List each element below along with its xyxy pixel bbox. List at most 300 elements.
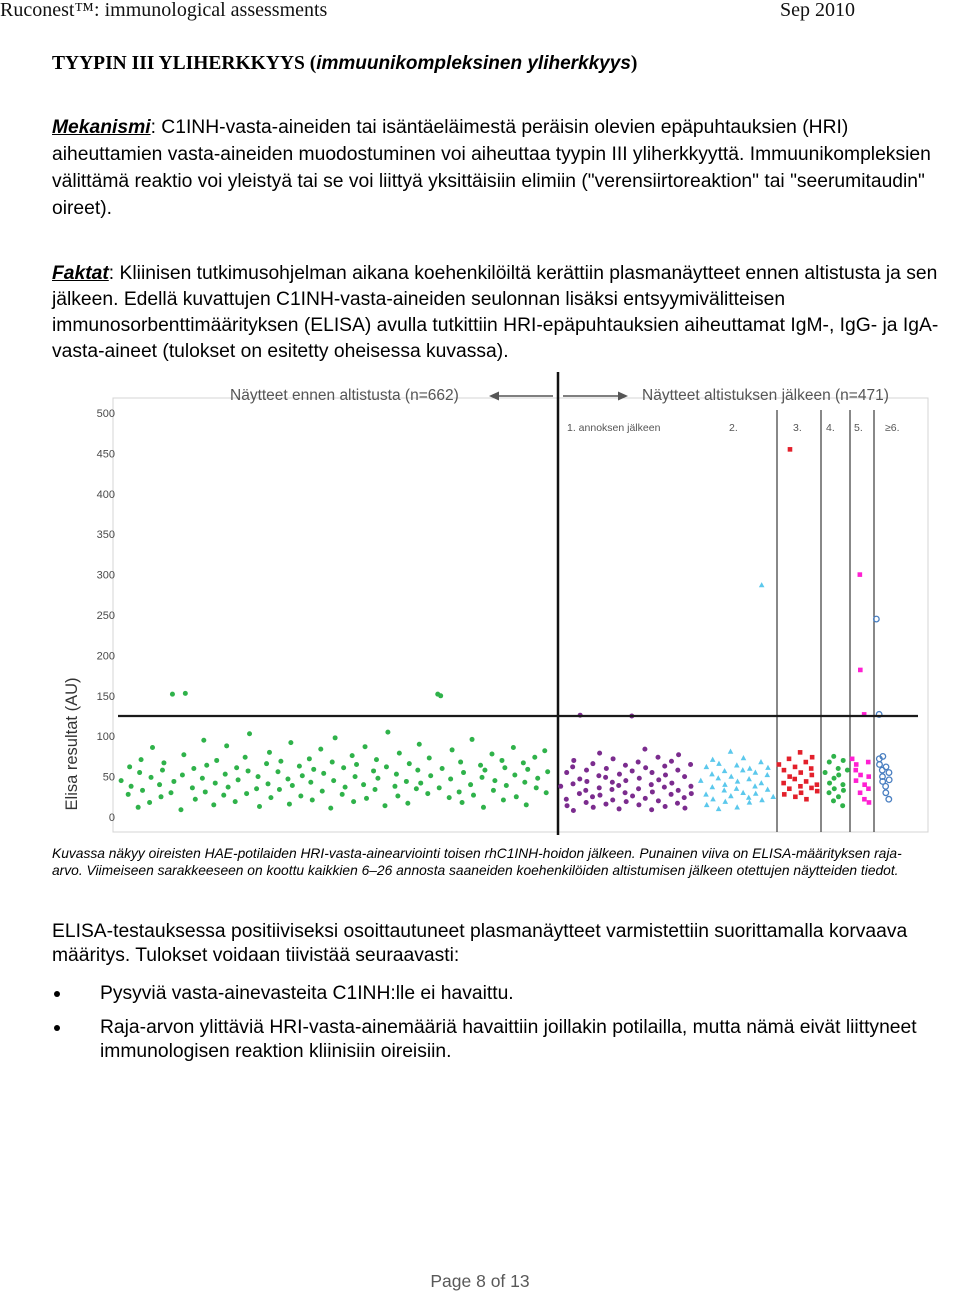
data-point xyxy=(662,764,667,769)
data-point xyxy=(722,768,728,773)
paragraph-line: aiheuttamien vasta-aineiden muodostuminen voi aiheuttaa tyypin III yliherkkyyttä. Immuunikompleksien xyxy=(52,144,931,165)
data-point xyxy=(758,759,764,764)
data-point xyxy=(460,800,465,805)
data-point xyxy=(676,752,681,757)
data-point xyxy=(741,755,747,760)
data-point xyxy=(350,753,355,758)
data-point xyxy=(285,777,290,782)
data-point xyxy=(511,745,516,750)
data-point xyxy=(287,802,292,807)
data-point xyxy=(765,765,771,770)
data-point xyxy=(656,777,661,782)
data-point xyxy=(858,790,863,795)
data-point xyxy=(636,802,641,807)
data-point xyxy=(866,760,871,765)
data-point xyxy=(798,770,803,775)
data-point xyxy=(427,756,432,761)
data-point xyxy=(170,692,175,697)
data-point xyxy=(535,776,540,781)
data-point xyxy=(236,777,241,782)
data-point xyxy=(722,799,728,804)
data-point xyxy=(570,764,575,769)
data-point xyxy=(213,781,218,786)
paragraph-line: vasta-aineet (tulokset on esitetty oheisessa kuvassa). xyxy=(52,341,509,362)
running-header-title: Ruconest™: immunological assessments xyxy=(0,0,328,21)
arrow-right-icon xyxy=(618,392,628,401)
y-tick-label: 250 xyxy=(96,610,115,622)
data-point xyxy=(514,794,519,799)
bullet-icon xyxy=(54,991,60,997)
data-point xyxy=(753,791,759,796)
data-point xyxy=(841,788,846,793)
data-point xyxy=(831,798,836,803)
data-point xyxy=(616,783,621,788)
elisa-scatter-chart xyxy=(0,372,960,837)
data-point xyxy=(752,783,758,788)
data-point xyxy=(139,757,144,762)
data-point xyxy=(415,768,420,773)
data-point xyxy=(710,784,716,789)
data-point xyxy=(866,774,871,779)
data-point xyxy=(759,797,765,802)
data-point xyxy=(405,801,410,806)
data-point xyxy=(571,758,576,763)
data-point xyxy=(150,745,155,750)
data-point xyxy=(119,778,124,783)
data-point xyxy=(866,786,871,791)
data-point xyxy=(689,791,694,796)
paragraph-line: välittämä reaktio voi yleistyä tai se voi liittyä yksittäisiin elimiin ("verensiirtoreaktion" tai "seerumitaudin" xyxy=(52,171,925,192)
data-point xyxy=(564,770,569,775)
facts-label: Faktat xyxy=(52,263,109,284)
data-point xyxy=(809,786,814,791)
data-point xyxy=(512,772,517,777)
group-label: 2. xyxy=(729,422,738,434)
list-item xyxy=(100,982,514,1006)
paragraph-line xyxy=(52,114,931,141)
data-point xyxy=(394,772,399,777)
data-point xyxy=(793,765,798,770)
data-point xyxy=(417,742,422,747)
data-point xyxy=(584,779,589,784)
data-point xyxy=(637,776,642,781)
data-point xyxy=(457,789,462,794)
data-point xyxy=(298,793,303,798)
data-point xyxy=(710,757,716,762)
group-label: 4. xyxy=(826,422,835,434)
data-point xyxy=(499,758,504,763)
y-tick-label: 50 xyxy=(102,771,115,784)
data-point xyxy=(603,802,608,807)
data-point xyxy=(643,796,648,801)
page-number: Page 8 of 13 xyxy=(430,1271,530,1291)
data-point xyxy=(710,796,716,801)
data-point xyxy=(277,787,282,792)
data-point xyxy=(799,790,804,795)
data-point xyxy=(597,751,602,756)
data-point xyxy=(545,769,550,774)
data-point xyxy=(181,752,186,757)
data-point xyxy=(204,763,209,768)
y-tick-label: 150 xyxy=(96,690,115,703)
data-point xyxy=(624,799,629,804)
list-item-text: immunologisen reaktion kliinisiin oireisiin. xyxy=(100,1040,452,1062)
data-point xyxy=(278,759,283,764)
data-point xyxy=(698,778,704,783)
data-point xyxy=(810,773,815,778)
list-item xyxy=(100,1016,917,1063)
data-point xyxy=(440,766,445,771)
data-point xyxy=(437,785,442,790)
data-point xyxy=(728,774,734,779)
section-title-subtitle: immuunikompleksinen yliherkkyys xyxy=(316,53,631,74)
data-point xyxy=(191,766,196,771)
data-point xyxy=(256,774,261,779)
data-point xyxy=(321,771,326,776)
data-point xyxy=(558,784,563,789)
data-point xyxy=(311,767,316,772)
data-point xyxy=(288,740,293,745)
group-label: ≥6. xyxy=(885,422,900,434)
data-point xyxy=(747,799,753,804)
data-point xyxy=(331,778,336,783)
data-point xyxy=(827,760,832,765)
y-axis-label: Elisa resultat (AU) xyxy=(63,677,81,811)
data-point xyxy=(193,797,198,802)
data-point xyxy=(832,776,837,781)
data-point xyxy=(656,798,661,803)
data-point xyxy=(478,763,483,768)
header-after-exposure: Näytteet altistuksen jälkeen (n=471) xyxy=(642,387,889,404)
data-point xyxy=(877,762,883,768)
data-point xyxy=(610,780,615,785)
data-point xyxy=(611,756,616,761)
data-point xyxy=(831,754,836,759)
data-point xyxy=(643,765,648,770)
data-point xyxy=(461,770,466,775)
data-point xyxy=(226,785,231,790)
paragraph-line: ELISA-testauksessa positiiviseksi osoittautuneet plasmanäytteet varmistettiin suorittamalla korvaava xyxy=(52,921,908,942)
data-point xyxy=(542,748,547,753)
data-point xyxy=(793,795,798,800)
y-tick-label: 350 xyxy=(96,529,115,542)
data-point xyxy=(264,761,269,766)
data-point xyxy=(140,788,145,793)
data-point xyxy=(827,790,832,795)
data-point xyxy=(161,760,166,765)
data-point xyxy=(630,793,635,798)
data-point xyxy=(623,790,628,795)
data-point xyxy=(267,750,272,755)
data-point xyxy=(840,803,845,808)
data-point xyxy=(448,777,453,782)
data-point xyxy=(675,801,680,806)
data-point xyxy=(268,795,273,800)
running-header-date: Sep 2010 xyxy=(780,0,855,21)
data-point xyxy=(688,784,693,789)
paragraph-line xyxy=(52,261,938,287)
data-point xyxy=(728,793,734,798)
data-point xyxy=(804,760,809,765)
data-point xyxy=(482,768,487,773)
data-point xyxy=(214,758,219,763)
paragraph-line: määritys. Tulokset voidaan tiivistää seuraavasti: xyxy=(52,945,460,966)
data-point xyxy=(375,776,380,781)
arrow-left-icon xyxy=(489,392,499,401)
data-point xyxy=(862,797,867,802)
data-point xyxy=(428,773,433,778)
data-point xyxy=(604,766,609,771)
mechanism-paragraph xyxy=(52,114,931,222)
data-point xyxy=(721,787,727,792)
y-tick-label: 400 xyxy=(96,488,115,501)
data-point xyxy=(190,785,195,790)
data-point xyxy=(491,788,496,793)
data-point xyxy=(201,738,206,743)
data-point xyxy=(682,806,687,811)
data-point xyxy=(126,792,131,797)
data-point xyxy=(397,751,402,756)
data-point xyxy=(425,791,430,796)
data-point xyxy=(617,806,622,811)
data-point xyxy=(458,760,463,765)
data-point xyxy=(765,787,771,792)
data-point xyxy=(669,781,674,786)
data-point xyxy=(307,756,312,761)
data-point xyxy=(532,755,537,760)
data-point xyxy=(858,668,863,673)
data-point xyxy=(753,770,759,775)
data-point xyxy=(716,761,722,766)
data-point xyxy=(734,786,740,791)
data-point xyxy=(770,794,776,799)
data-point xyxy=(159,794,164,799)
data-point xyxy=(867,800,872,805)
data-point xyxy=(782,792,787,797)
data-point xyxy=(740,790,746,795)
data-point xyxy=(450,747,455,752)
data-point xyxy=(764,772,770,777)
data-point xyxy=(845,768,850,773)
data-point xyxy=(147,800,152,805)
data-point xyxy=(597,793,602,798)
data-point xyxy=(883,764,889,770)
data-point xyxy=(501,798,506,803)
data-point xyxy=(371,768,376,773)
data-point xyxy=(792,777,797,782)
data-point xyxy=(310,798,315,803)
y-tick-label: 200 xyxy=(96,650,115,663)
data-point xyxy=(832,786,837,791)
data-point xyxy=(682,774,687,779)
data-point xyxy=(836,772,841,777)
data-point xyxy=(704,764,710,769)
section-title-close: ) xyxy=(630,53,638,74)
data-point xyxy=(234,765,239,770)
data-point xyxy=(735,778,741,783)
data-point xyxy=(275,769,280,774)
group-label: 1. annoksen jälkeen xyxy=(567,422,661,434)
data-point xyxy=(571,808,576,813)
data-point xyxy=(404,779,409,784)
data-point xyxy=(804,779,809,784)
data-point xyxy=(300,773,305,778)
y-tick-label: 500 xyxy=(96,408,115,420)
data-point xyxy=(221,793,226,798)
data-point xyxy=(470,737,475,742)
data-point xyxy=(858,773,863,778)
data-point xyxy=(522,780,527,785)
data-point xyxy=(636,760,641,765)
data-point xyxy=(669,759,674,764)
data-point xyxy=(782,768,787,773)
data-point xyxy=(160,768,165,773)
data-point xyxy=(354,762,359,767)
paragraph-text: : C1INH-vasta-aineiden tai isäntäeläimestä peräisin olevien epäpuhtauksien (HRI) xyxy=(150,117,849,138)
data-point xyxy=(577,777,582,782)
data-point xyxy=(734,762,740,767)
y-tick-label: 100 xyxy=(96,731,115,744)
data-point xyxy=(171,779,176,784)
header-before-exposure: Näytteet ennen altistusta (n=662) xyxy=(230,387,459,404)
data-point xyxy=(804,797,809,802)
data-point xyxy=(223,772,228,777)
data-point xyxy=(740,767,746,772)
data-point xyxy=(330,760,335,765)
data-point xyxy=(583,788,588,793)
data-point xyxy=(596,773,601,778)
data-point xyxy=(836,766,841,771)
data-point xyxy=(649,782,654,787)
data-point xyxy=(414,786,419,791)
data-point xyxy=(787,786,792,791)
data-point xyxy=(715,775,721,780)
data-point xyxy=(521,760,526,765)
group-label: 5. xyxy=(854,422,863,434)
data-point xyxy=(492,778,497,783)
data-point xyxy=(168,790,173,795)
data-point xyxy=(642,747,647,752)
paragraph-line: oireet). xyxy=(52,198,113,219)
data-point xyxy=(353,774,358,779)
data-point xyxy=(590,794,595,799)
data-point xyxy=(584,768,589,773)
data-point xyxy=(815,789,820,794)
data-point xyxy=(127,764,132,769)
data-point xyxy=(650,770,655,775)
data-point xyxy=(340,792,345,797)
data-point xyxy=(418,781,423,786)
data-point xyxy=(254,786,259,791)
data-point xyxy=(798,750,803,755)
data-point xyxy=(374,757,379,762)
bullet-icon xyxy=(54,1025,60,1031)
y-tick-label: 0 xyxy=(108,812,115,824)
data-point xyxy=(676,788,681,793)
data-point xyxy=(747,766,753,771)
data-point xyxy=(447,795,452,800)
data-point xyxy=(392,784,397,789)
data-point xyxy=(247,731,252,736)
mechanism-label: Mekanismi xyxy=(52,117,151,138)
data-point xyxy=(565,803,570,808)
data-point xyxy=(597,785,602,790)
list-item-text: Raja-arvon ylittäviä HRI-vasta-ainemääriä havaittiin joillakin potilailla, mutta nämä eivät liittyneet xyxy=(100,1017,917,1038)
data-point xyxy=(853,768,858,773)
data-point xyxy=(385,730,390,735)
data-point xyxy=(609,787,614,792)
data-point xyxy=(709,771,715,776)
data-point xyxy=(650,789,655,794)
data-point xyxy=(858,572,863,577)
data-point xyxy=(203,789,208,794)
y-tick-label: 300 xyxy=(96,569,115,582)
data-point xyxy=(746,776,752,781)
data-point xyxy=(649,807,654,812)
data-point xyxy=(623,763,628,768)
data-point xyxy=(341,765,346,770)
data-point xyxy=(524,802,529,807)
data-point xyxy=(883,790,889,796)
data-point xyxy=(504,783,509,788)
data-point xyxy=(318,747,323,752)
data-point xyxy=(656,755,661,760)
data-point xyxy=(183,691,188,696)
data-point xyxy=(266,781,271,786)
data-point xyxy=(137,770,142,775)
data-point xyxy=(481,805,486,810)
data-point xyxy=(703,791,709,796)
data-point xyxy=(788,447,793,452)
data-point xyxy=(438,693,443,698)
data-point xyxy=(382,803,387,808)
data-point xyxy=(211,802,216,807)
data-point xyxy=(759,780,765,785)
data-point xyxy=(489,751,494,756)
summary-paragraph xyxy=(52,920,907,968)
y-tick-label: 450 xyxy=(96,448,115,461)
caption-line: Kuvassa näkyy oireisten HAE-potilaiden HRI-vasta-ainearviointi toisen rhC1INH-hoidon jälkeen. Punainen viiva on ELISA-määrityksen raja- xyxy=(52,846,902,861)
data-point xyxy=(384,764,389,769)
data-point xyxy=(823,770,828,775)
paragraph-text: : Kliinisen tutkimusohjelman aikana koehenkilöiltä kerättiin plasmanäytteet ennen altistusta ja sen xyxy=(108,263,938,284)
data-point xyxy=(544,790,549,795)
data-point xyxy=(571,781,576,786)
data-point xyxy=(787,774,792,779)
data-point xyxy=(746,795,752,800)
paragraph-line: jälkeen. Edellä kuvattujen C1INH-vasta-aineiden seulonnan lisäksi entsyymivälitteisen xyxy=(52,289,786,310)
data-point xyxy=(850,757,855,762)
data-point xyxy=(320,789,325,794)
data-point xyxy=(636,786,641,791)
data-point xyxy=(149,775,154,780)
data-point xyxy=(233,799,238,804)
data-point xyxy=(623,778,628,783)
data-point xyxy=(224,743,229,748)
data-point xyxy=(787,757,792,762)
data-point xyxy=(591,805,596,810)
data-point xyxy=(663,804,668,809)
data-point xyxy=(836,794,841,799)
data-point xyxy=(663,772,668,777)
section-title-main: TYYPIN III YLIHERKKYYS ( xyxy=(52,53,317,74)
facts-paragraph xyxy=(52,261,938,365)
data-point xyxy=(180,772,185,777)
data-point xyxy=(246,768,251,773)
figure-caption xyxy=(52,845,902,879)
data-point xyxy=(297,764,302,769)
data-point xyxy=(854,778,859,783)
